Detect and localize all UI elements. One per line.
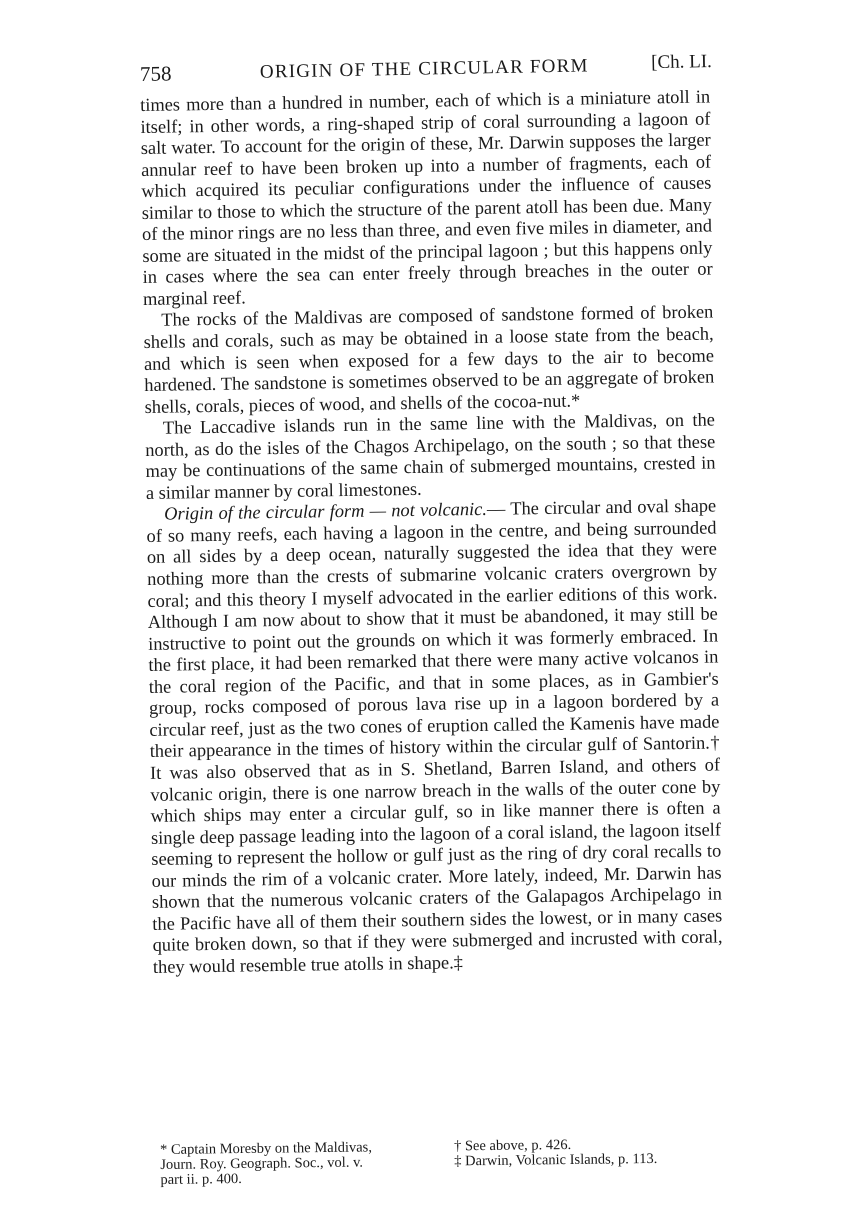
footnote-line: part ii. p. 400. [160,1171,242,1188]
footnote-line: Journ. Roy. Geograph. Soc., vol. v. [160,1154,364,1173]
page-number: 758 [139,61,172,86]
running-head: ORIGIN OF THE CIRCULAR FORM [259,55,589,83]
section-heading: Origin of the circular form — not volcanic. [164,499,488,525]
paragraph [146,496,723,978]
paragraph-text: — The circular and oval shape of so many reefs, each having a lagoon in the centre, and being surrounded on all sides by a deep ocean, naturally suggested the idea that they were nothing more than the crests of submarine volcanic craters overgrown by coral; and this theory I myself advocated in the earlier editions of this work. Although I am now about to show that it must be abandoned, it may still be instructive to point out the grounds on which it was formerly embraced. In the first place, it had been remarked that there were many active volcanos in the coral region of the Pacific, and that in some places, as in Gambier's group, rocks composed of porous lava rise up in a lagoon bordered by a circular reef, just as the two cones of eruption called the Kamenis have made their appearance in the times of history within the circular gulf of Santorin.† It was also observed that as in S. Shetland, Barren Island, and others of volcanic origin, there is one narrow breach in the walls of the outer cone by which ships may enter a circular gulf, so in like manner there is often a single deep passage leading into the lagoon of a coral island, the lagoon itself seeming to represent the hollow or gulf just as the ring of dry coral recalls to our minds the rim of a volcanic crater. More lately, indeed, Mr. Darwin has shown that the numerous volcanic craters of the Galapagos Archipelago in the Pacific have all of them their southern sides the lowest, or in many cases quite broken down, so that if they were submerged and incrusted with coral, they would resemble true atolls in shape.‡ [146,495,723,977]
footnotes [159,1136,710,1188]
footnote-left [160,1140,436,1188]
footnote-line: * Captain Moresby on the Maldivas, [159,1139,373,1158]
paragraph: The Laccadive islands run in the same line with the Maldivas, on the north, as do the isles of the Chagos Archipelago, on the south ; so that these may be continuations of the same chain of submerged mountains, crested in a similar manner by coral limestones. [145,409,716,503]
page-header [140,51,712,92]
footnote-line: ‡ Darwin, Volcanic Islands, p. 113. [454,1150,658,1170]
footnote-line: † See above, p. 426. [453,1136,572,1155]
chapter-reference: [Ch. LI. [650,51,713,74]
paragraph: times more than a hundred in number, each of which is a miniature atoll in itself; in other words, a ring-shaped strip of coral surrounding a lagoon of salt water. To account for the origin of these, Mr. Darwin supposes the larger annular reef to have been broken up into a number of fragments, each of which acquired its peculiar configurations under the influence of causes similar to those to which the structure of the parent atoll has been due. Many of the minor rings are no less than three, and even five miles in diameter, and some are situated in the midst of the principal lagoon ; but this happens only in cases where the sea can enter freely through breaches in the outer or marginal reef. [140,86,713,309]
footnote-right [454,1136,710,1169]
body-text [140,87,723,979]
paragraph: The rocks of the Maldivas are composed of sandstone formed of broken shells and corals, such as may be obtained in a loose state from the beach, and which is seen when exposed for a few days to the air to become hardened. The sandstone is sometimes observed to be an aggregate of broken shells, corals, pieces of wood, and shells of the cocoa-nut.* [143,301,715,417]
